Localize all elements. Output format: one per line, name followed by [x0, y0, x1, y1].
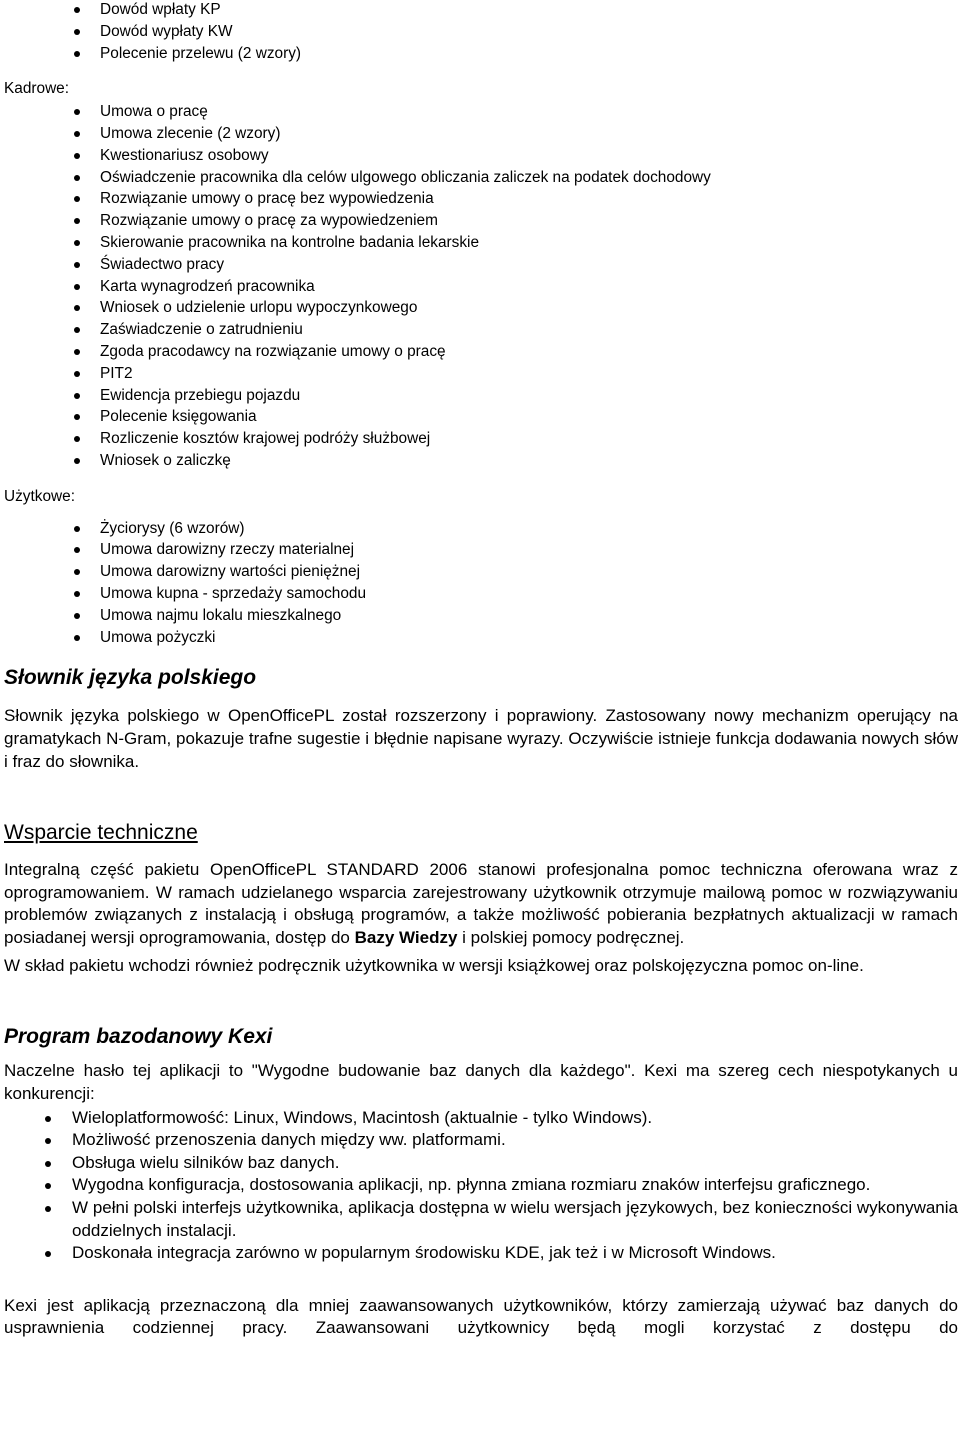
list-item: Zaświadczenie o zatrudnieniu	[0, 319, 960, 341]
wsparcie-text-2: W skład pakietu wchodzi również podręcznik użytkownika w wersji książkowej oraz polskojęzyczna pomoc on-line.	[4, 956, 864, 976]
list-item: Wniosek o udzielenie urlopu wypoczynkowego	[0, 297, 960, 319]
kexi-intro-text: Naczelne hasło tej aplikacji to "Wygodne budowanie baz danych dla każdego". Kexi ma szereg cech niespotykanych u konkurencji:	[4, 1061, 958, 1104]
list-item: Rozwiązanie umowy o pracę bez wypowiedzenia	[0, 188, 960, 210]
list-item: Karta wynagrodzeń pracownika	[0, 276, 960, 298]
list-item: Umowa najmu lokalu mieszkalnego	[0, 605, 960, 627]
list-item: Doskonała integracja zarówno w popularnym środowisku KDE, jak też i w Microsoft Windows.	[0, 1242, 958, 1265]
kexi-outro	[0, 1295, 958, 1340]
wsparcie-text-part: Integralną część pakietu OpenOfficePL STANDARD 2006 stanowi profesjonalna pomoc techniczna oferowana wraz z oprogramowaniem. W ramach udzielanego wsparcia zarejestrowany użytkownik otrzymuje mailową pomoc w rozwiązywaniu problemów związanych z instalacją i obsługą programów, a także możliwość pobierania bezpłatnych aktualizacji w ramach posiadanej wersji oprogramowania, dostęp do	[4, 860, 958, 947]
list-item: Umowa pożyczki	[0, 627, 960, 649]
list-item: PIT2	[0, 363, 960, 385]
list-item: Ewidencja przebiegu pojazdu	[0, 385, 960, 407]
kexi-outro-text: Kexi jest aplikacją przeznaczoną dla mniej zaawansowanych użytkowników, którzy zamierzają używać baz danych do usprawnienia codziennej pracy. Zaawansowani użytkownicy będą mogli korzystać z dostępu do	[4, 1295, 958, 1338]
list-item: Wygodna konfiguracja, dostosowania aplikacji, np. płynna zmiana rozmiaru znaków interfejsu graficznego.	[0, 1174, 958, 1197]
list-item: Umowa zlecenie (2 wzory)	[0, 123, 960, 145]
kadrowe-list	[0, 101, 960, 472]
list-item: Możliwość przenoszenia danych między ww. platformami.	[0, 1129, 958, 1152]
category-label-uzytkowe: Użytkowe:	[4, 487, 75, 505]
list-item: Wniosek o zaliczkę	[0, 450, 960, 472]
list-item: Zgoda pracodawcy na rozwiązanie umowy o pracę	[0, 341, 960, 363]
kexi-intro	[0, 1060, 958, 1105]
list-item: Wieloplatformowość: Linux, Windows, Macintosh (aktualnie - tylko Windows).	[0, 1107, 958, 1130]
list-item: Rozwiązanie umowy o pracę za wypowiedzeniem	[0, 210, 960, 232]
list-item: Rozliczenie kosztów krajowej podróży służbowej	[0, 428, 960, 450]
list-item: Życiorysy (6 wzorów)	[0, 518, 960, 540]
list-item: Świadectwo pracy	[0, 254, 960, 276]
wsparcie-paragraph	[0, 859, 958, 983]
category-label-kadrowe: Kadrowe:	[4, 80, 70, 98]
wsparcie-text	[4, 859, 958, 949]
list-item: Oświadczenie pracownika dla celów ulgowego obliczania zaliczek na podatek dochodowy	[0, 167, 960, 189]
section-heading-slownik: Słownik języka polskiego	[4, 666, 257, 690]
kexi-features-list	[0, 1107, 960, 1265]
list-item: Umowa o pracę	[0, 101, 960, 123]
slownik-text: Słownik języka polskiego w OpenOfficePL został rozszerzony i poprawiony. Zastosowany nowy mechanizm operujący na gramatykach N-Gram, pokazuje trafne sugestie i błędnie napisane wyrazy. Oczywiście istnieje funkcja dodawania nowych słów i fraz do słownika.	[4, 706, 958, 771]
list-item: Umowa kupna - sprzedaży samochodu	[0, 583, 960, 605]
list-item: Polecenie księgowania	[0, 406, 960, 428]
bazy-wiedzy-label: Bazy Wiedzy	[354, 927, 458, 947]
section-heading-kexi: Program bazodanowy Kexi	[4, 1025, 273, 1049]
section-heading-wsparcie: Wsparcie techniczne	[4, 821, 198, 845]
list-item: Umowa darowizny rzeczy materialnej	[0, 539, 960, 561]
wsparcie-text-part: i polskiej pomocy podręcznej.	[457, 927, 685, 947]
list-item: Kwestionariusz osobowy	[0, 145, 960, 167]
list-item: Dowód wpłaty KP	[0, 0, 960, 21]
slownik-paragraph	[0, 705, 958, 773]
list-item: Umowa darowizny wartości pieniężnej	[0, 561, 960, 583]
list-item: Dowód wypłaty KW	[0, 21, 960, 43]
list-item: Polecenie przelewu (2 wzory)	[0, 43, 960, 65]
top-list	[0, 0, 960, 64]
list-item: W pełni polski interfejs użytkownika, aplikacja dostępna w wielu wersjach językowych, bez konieczności wykonywania oddzielnych instalacji.	[0, 1197, 958, 1242]
uzytkowe-list	[0, 518, 960, 649]
list-item: Skierowanie pracownika na kontrolne badania lekarskie	[0, 232, 960, 254]
list-item: Obsługa wielu silników baz danych.	[0, 1152, 958, 1175]
